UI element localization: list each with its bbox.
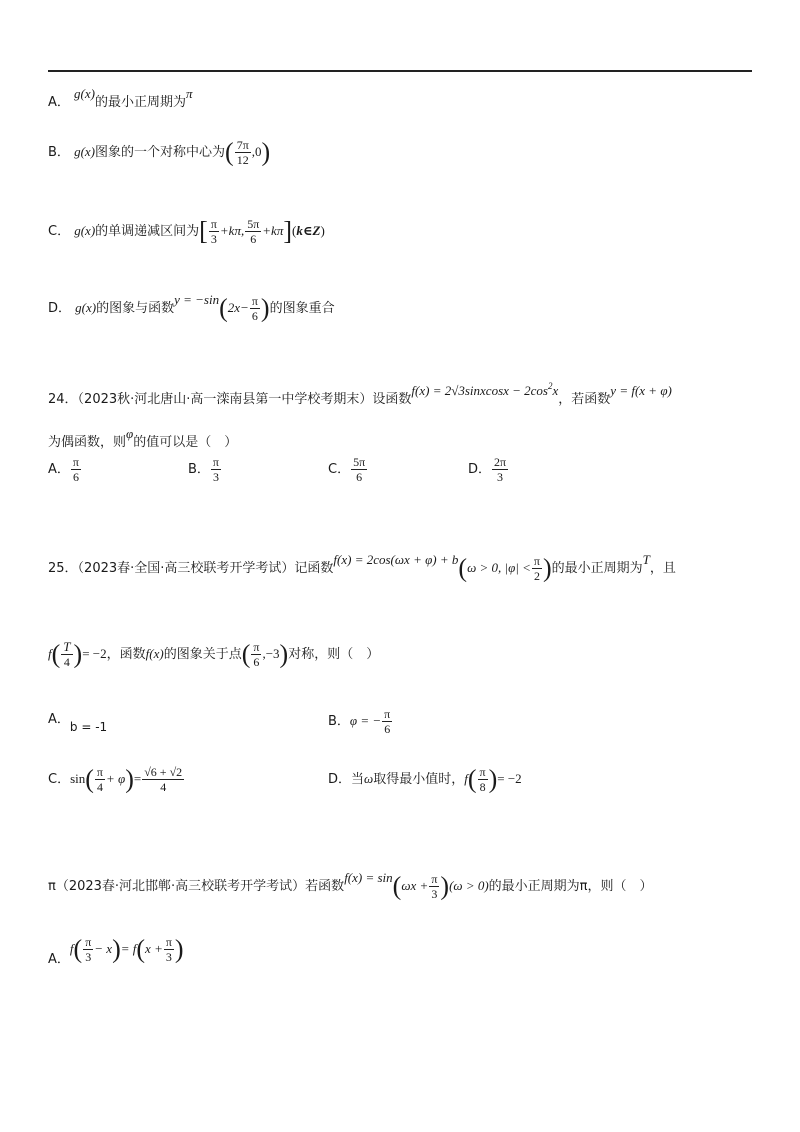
- top-rule: [48, 70, 752, 72]
- q24-option-a: A． $\frac{\pi}{6}$: [48, 455, 79, 484]
- q25-option-d: D．当ω取得最小值时，f( $\frac{\pi}{8}$ )= −2: [328, 764, 522, 794]
- q26-stem: π（2023春·河北邯郸·高三校联考开学考试）若函数f(x) = sin(ωx + $\frac{\pi}{3}$ )(ω > 0)的最小正周期为π，则（ ）: [48, 870, 653, 901]
- q25-stem: 25．（2023春·全国·高三校联考开学考试）记函数f(x) = 2cos(ωx + φ) + b(ω > 0, |φ| < $\frac{\pi}{2}$ )的最小正周期为T，且: [48, 552, 676, 583]
- q24-stem: 24．（2023秋·河北唐山·高一滦南县第一中学校考期末）设函数f(x) = 2√3sinxcosx − $2\cos^2x$，若函数y = f(x + φ): [48, 381, 672, 407]
- q26-option-a: A．f( $\frac{\pi}{3}$ − x)= f(x + $\frac{\pi}{3}$ ): [48, 934, 184, 967]
- q25-option-c: C．sin( $\frac{\pi}{4}$ + φ)= $\frac{√6 + √2}{4}$: [48, 764, 183, 794]
- q24-option-c: C． $\frac{5\pi}{6}$: [328, 455, 366, 484]
- q24-stem-line2: 为偶函数，则φ的值可以是（ ）: [48, 426, 238, 450]
- q24-option-b: B． $\frac{\pi}{3}$: [188, 455, 219, 484]
- q25-option-a: A．b = -1: [48, 712, 108, 734]
- q25-stem-line2: f( $\frac{T}{4}$ )= −2，函数f(x)的图象关于点( $\frac{\pi}{6}$ ,−3)对称，则（ ）: [48, 639, 380, 669]
- q23-option-b: B． g(x)图象的一个对称中心为( $\frac{7\pi}{12}$ ,0): [48, 137, 271, 167]
- q24-option-d: D． $\frac{2\pi}{3}$: [468, 455, 507, 484]
- q23-option-c: C． g(x)的单调递减区间为[ $\frac{\pi}{3}$ +kπ, $\frac{5\pi}{6}$ +kπ](k∈Z): [48, 216, 325, 246]
- q23-option-d: D． g(x)的图象与函数y = −sin(2x− $\frac{\pi}{6}$ )的图象重合: [48, 292, 335, 323]
- q25-option-b: B．φ = − $\frac{\pi}{6}$: [328, 707, 391, 736]
- q23-option-a: A． g(x)的最小正周期为π: [48, 86, 193, 110]
- fraction: $\frac{7\pi}{12}$: [236, 138, 249, 167]
